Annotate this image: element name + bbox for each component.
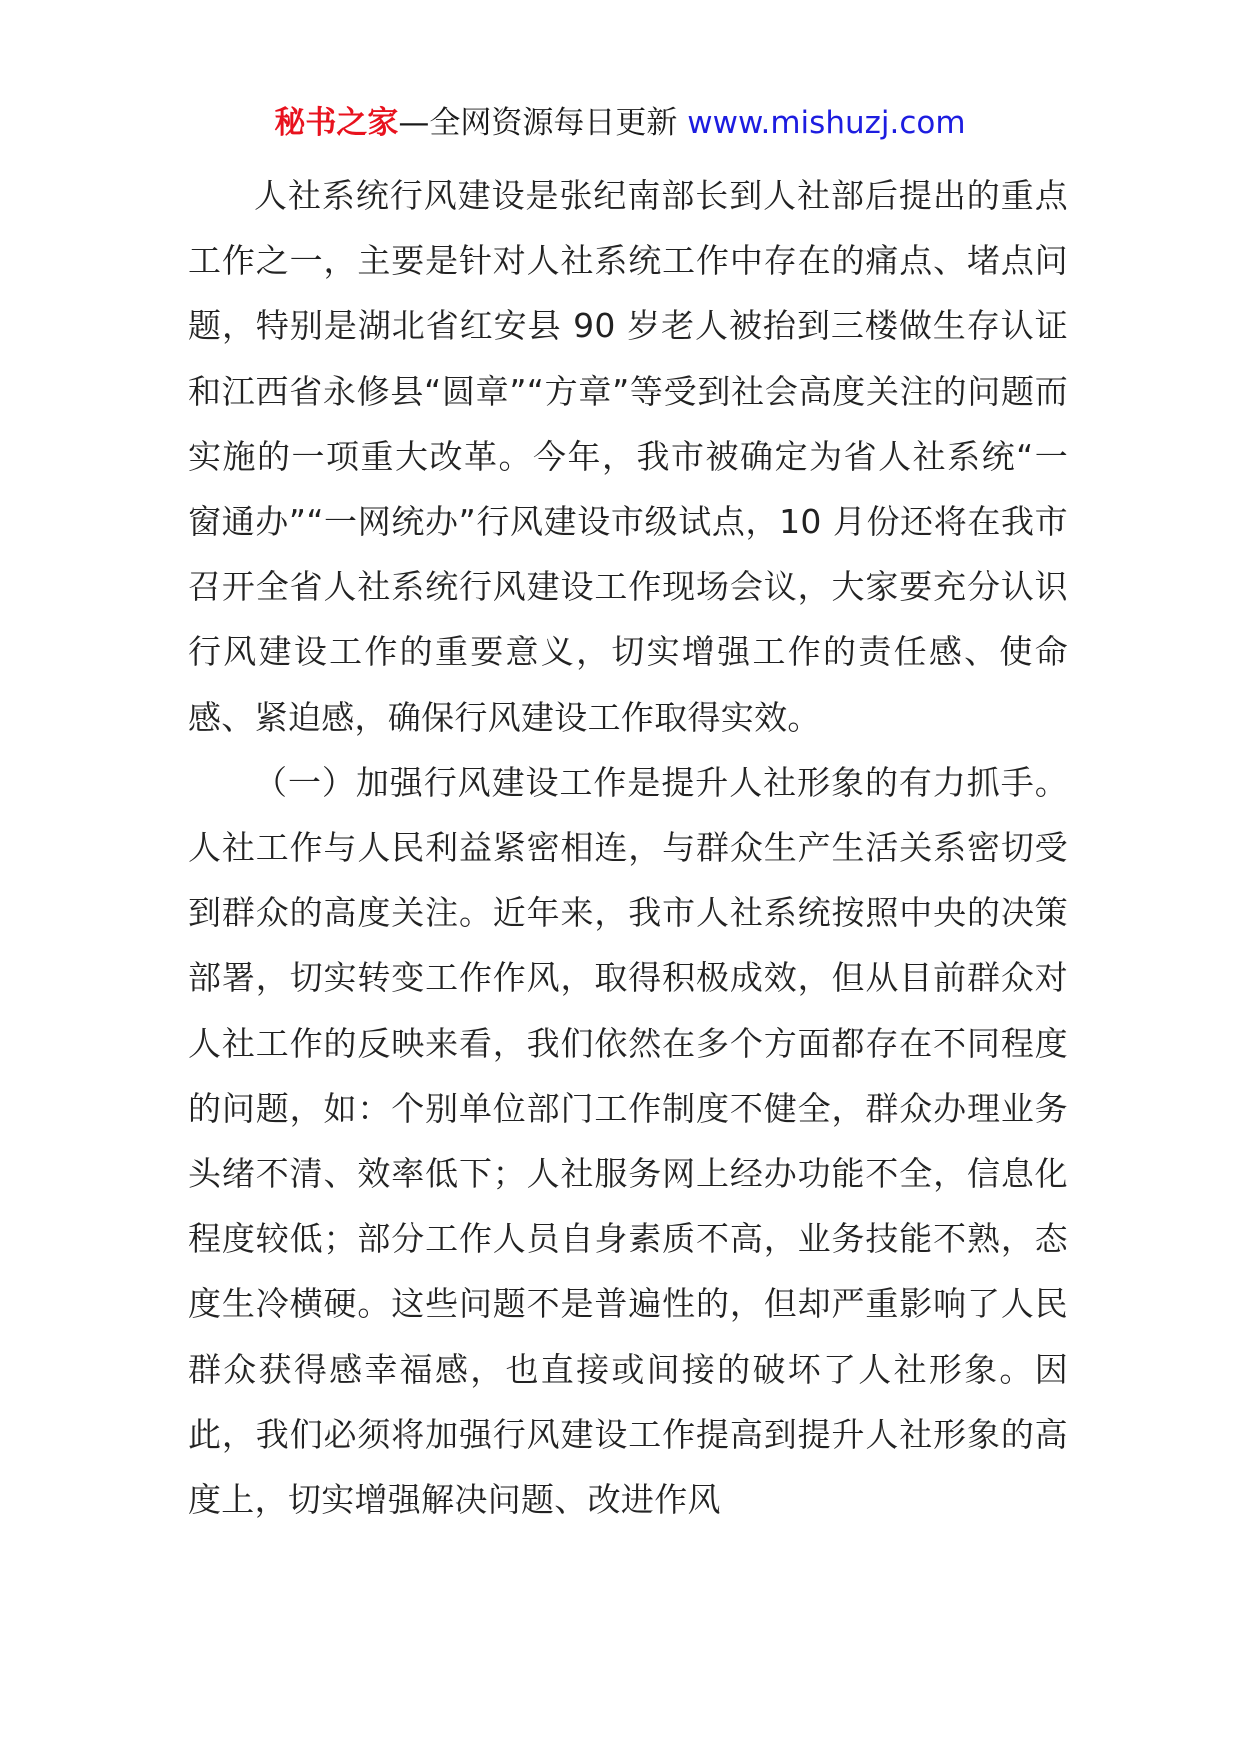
header-tagline: —全网资源每日更新	[398, 105, 678, 141]
paragraph-2: （一）加强行风建设工作是提升人社形象的有力抓手。人社工作与人民利益紧密相连，与群众生产生活关系密切受到群众的高度关注。近年来，我市人社系统按照中央的决策部署，切实转变工作作风，取得积极成效，但从目前群众对人社工作的反映来看，我们依然在多个方面都存在不同程度的问题，如：个别单位部门工作制度不健全，群众办理业务头绪不清、效率低下；人社服务网上经办功能不全，信息化程度较低；部分工作人员自身素质不高，业务技能不熟，态度生冷横硬。这些问题不是普遍性的，但却严重影响了人民群众获得感幸福感，也直接或间接的破坏了人社形象。因此，我们必须将加强行风建设工作提高到提升人社形象的高度上，切实增强解决问题、改进作风	[188, 762, 1068, 1520]
page-header	[0, 98, 1240, 148]
site-url-link[interactable]: www.mishuzj.com	[687, 105, 966, 141]
brand-name: 秘书之家	[274, 105, 399, 141]
paragraph-1: 人社系统行风建设是张纪南部长到人社部后提出的重点工作之一，主要是针对人社系统工作中存在的痛点、堵点问题，特别是湖北省红安县 90 岁老人被抬到三楼做生存认证和江西省永修县“圆章”“方章”等受到社会高度关注的问题而实施的一项重大改革。今年，我市被确定为省人社系统“一窗通办”“一网统办”行风建设市级试点，10 月份还将在我市召开全省人社系统行风建设工作现场会议，大家要充分认识行风建设工作的重要意义，切实增强工作的责任感、使命感、紧迫感，确保行风建设工作取得实效。	[188, 176, 1068, 737]
document-body	[188, 163, 1068, 1532]
